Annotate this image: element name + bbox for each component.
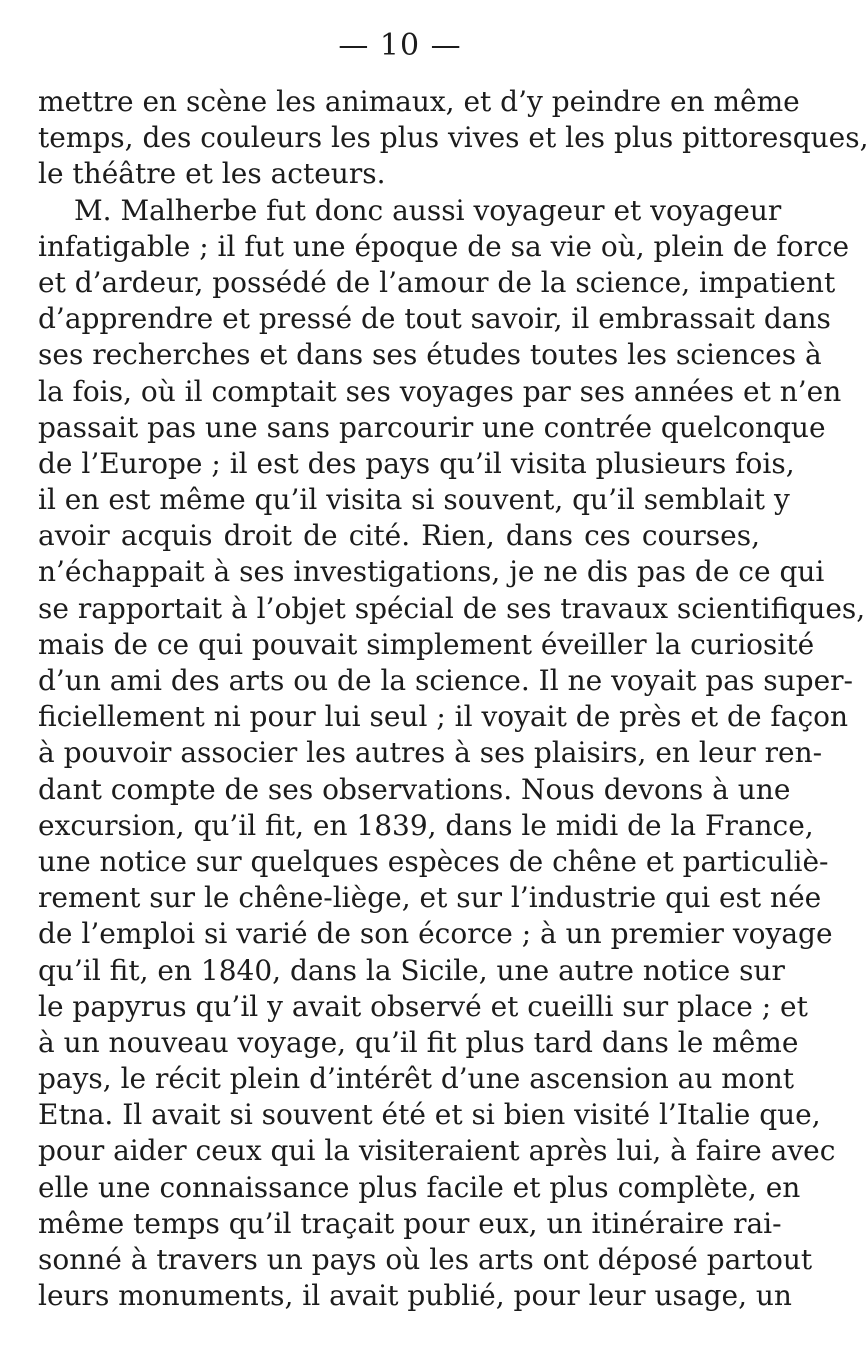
text-line: temps, des couleurs les plus vives et les plus pittoresques, xyxy=(38,121,868,155)
text-line: à pouvoir associer les autres à ses plaisirs, en leur ren- xyxy=(38,736,823,770)
text-line: mettre en scène les animaux, et d’y peindre en même xyxy=(38,85,800,118)
text-line: sonné à travers un pays où les arts ont déposé partout xyxy=(38,1243,813,1276)
text-line: leurs monuments, il avait publié, pour leur usage, un xyxy=(38,1279,792,1313)
text-line: M. Malherbe fut donc aussi voyageur et voyageur xyxy=(74,193,782,227)
text-line: infatigable ; il fut une époque de sa vie où, plein de force xyxy=(38,229,850,263)
page-number: — 10 — xyxy=(338,28,462,63)
text-line: qu’il fit, en 1840, dans la Sicile, une autre notice sur xyxy=(38,953,785,987)
text-line: à un nouveau voyage, qu’il fit plus tard dans le même xyxy=(38,1025,799,1059)
text-line: ficiellement ni pour lui seul ; il voyait de près et de façon xyxy=(38,700,849,734)
text-line: rement sur le chêne-liège, et sur l’industrie qui est née xyxy=(38,881,822,915)
text-line: ses recherches et dans ses études toutes les sciences à xyxy=(38,338,822,372)
text-line: même temps qu’il traçait pour eux, un itinéraire rai- xyxy=(38,1206,782,1240)
text-line: de l’emploi si varié de son écorce ; à un premier voyage xyxy=(38,917,833,951)
text-line: avoir acquis droit de cité. Rien, dans ces courses, xyxy=(38,519,760,553)
body-text xyxy=(38,84,868,1314)
text-line: mais de ce qui pouvait simplement éveiller la curiosité xyxy=(38,627,815,661)
text-line: le papyrus qu’il y avait observé et cueilli sur place ; et xyxy=(38,989,808,1023)
text-line: pour aider ceux qui la visiteraient après lui, à faire avec xyxy=(38,1134,836,1168)
text-line: de l’Europe ; il est des pays qu’il visita plusieurs fois, xyxy=(38,446,795,480)
text-line: dant compte de ses observations. Nous devons à une xyxy=(38,772,791,806)
text-line: le théâtre et les acteurs. xyxy=(38,157,386,191)
text-line: pays, le récit plein d’intérêt d’une ascension au mont xyxy=(38,1062,794,1096)
text-line: excursion, qu’il fit, en 1839, dans le midi de la France, xyxy=(38,808,814,842)
text-line: elle une connaissance plus facile et plus complète, en xyxy=(38,1170,801,1204)
text-line: se rapportait à l’objet spécial de ses travaux scientifiques, xyxy=(38,591,866,625)
text-line: une notice sur quelques espèces de chêne et particuliè- xyxy=(38,844,829,878)
text-line: n’échappait à ses investigations, je ne dis pas de ce qui xyxy=(38,555,825,589)
text-line: la fois, où il comptait ses voyages par ses années et n’en xyxy=(38,374,842,408)
text-line: d’un ami des arts ou de la science. Il ne voyait pas super- xyxy=(38,664,853,697)
text-line: il en est même qu’il visita si souvent, qu’il semblait y xyxy=(38,483,790,517)
text-line: et d’ardeur, possédé de l’amour de la science, impatient xyxy=(38,265,836,299)
text-line: passait pas une sans parcourir une contrée quelconque xyxy=(38,410,826,444)
text-line: d’apprendre et pressé de tout savoir, il embrassait dans xyxy=(38,302,831,336)
text-line: Etna. Il avait si souvent été et si bien visité l’Italie que, xyxy=(38,1098,821,1132)
